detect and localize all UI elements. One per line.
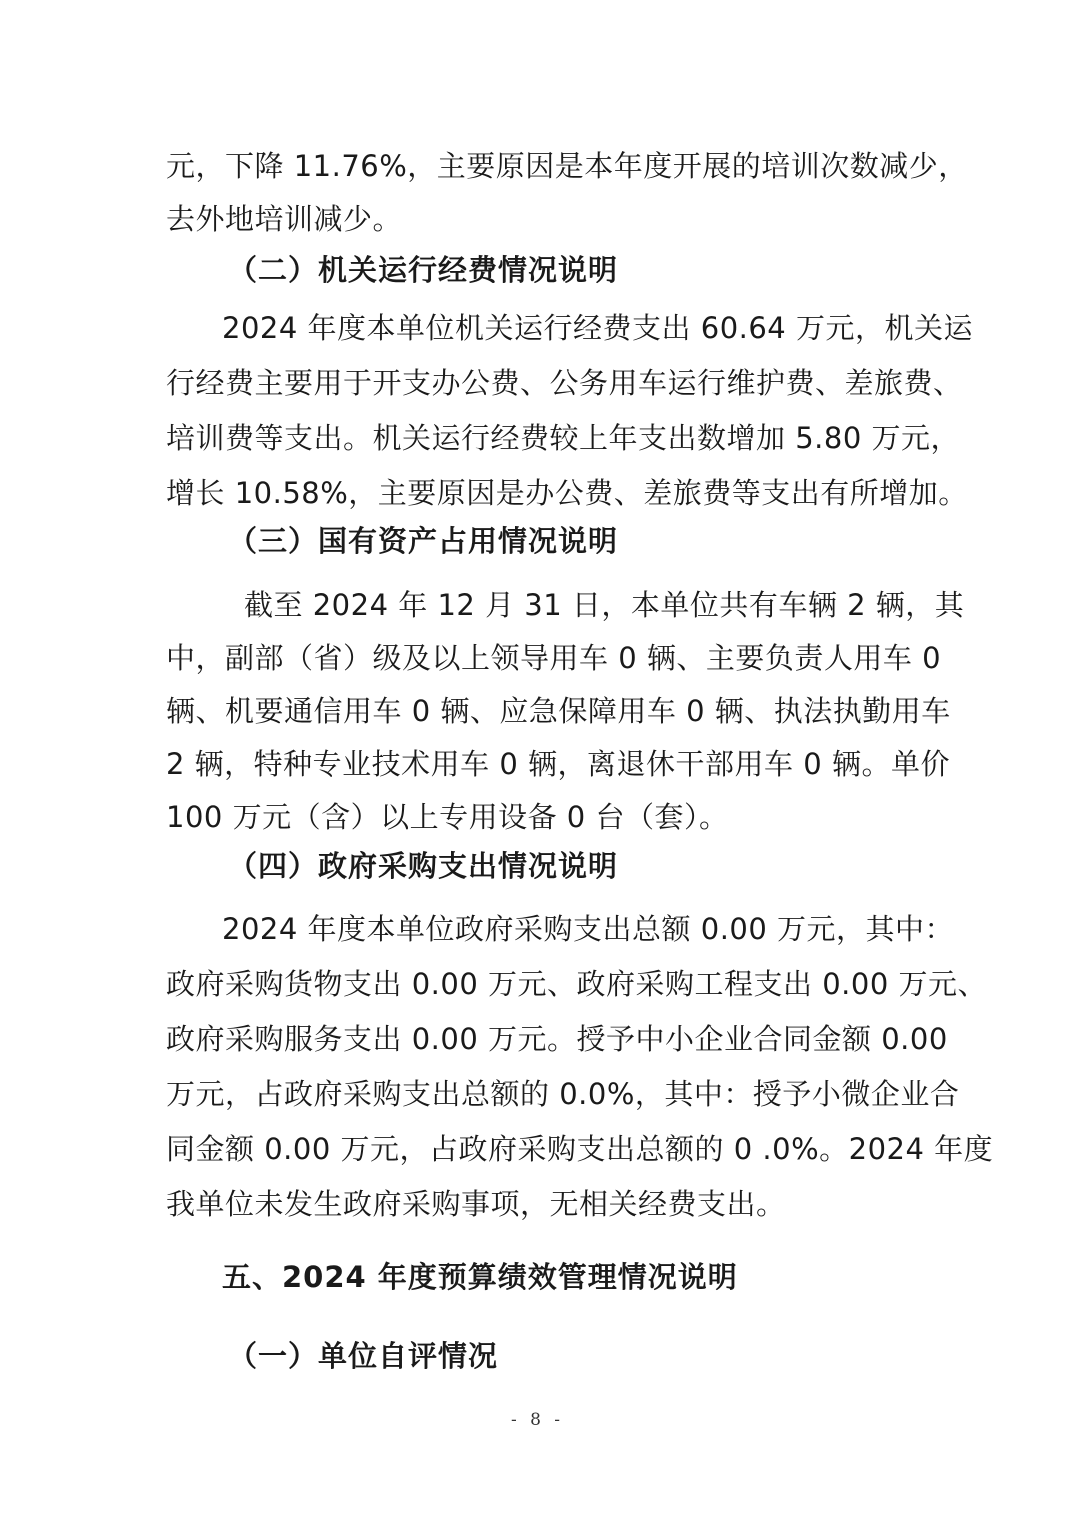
- body-text-line: 2024 年度本单位机关运行经费支出 60.64 万元，机关运: [222, 311, 973, 345]
- body-text-line: 元，下降 11.76%，主要原因是本年度开展的培训次数减少，: [166, 149, 968, 183]
- body-text-line: 中，副部（省）级及以上领导用车 0 辆、主要负责人用车 0: [166, 641, 942, 675]
- body-text-line: 行经费主要用于开支办公费、公务用车运行维护费、差旅费、: [166, 366, 963, 400]
- body-text-line: 2024 年度本单位政府采购支出总额 0.00 万元，其中：: [222, 912, 955, 946]
- body-text-line: 2 辆，特种专业技术用车 0 辆，离退休干部用车 0 辆。单价: [166, 747, 950, 781]
- body-text-line: 辆、机要通信用车 0 辆、应急保障用车 0 辆、执法执勤用车: [166, 694, 951, 728]
- section-heading-3: （三）国有资产占用情况说明: [228, 524, 619, 558]
- section-heading-2: （二）机关运行经费情况说明: [228, 253, 619, 287]
- section-heading-6: （一）单位自评情况: [228, 1339, 499, 1373]
- body-text-line: 培训费等支出。机关运行经费较上年支出数增加 5.80 万元，: [166, 421, 961, 455]
- body-text-line: 万元，占政府采购支出总额的 0.0%，其中：授予小微企业合: [166, 1077, 960, 1111]
- body-text-line: 政府采购服务支出 0.00 万元。授予中小企业合同金额 0.00: [166, 1022, 948, 1056]
- section-heading-4: （四）政府采购支出情况说明: [228, 849, 619, 883]
- body-text-line: 我单位未发生政府采购事项，无相关经费支出。: [166, 1187, 786, 1221]
- body-text-line: 增长 10.58%，主要原因是办公费、差旅费等支出有所增加。: [166, 476, 968, 510]
- body-text-line: 政府采购货物支出 0.00 万元、政府采购工程支出 0.00 万元、: [166, 967, 988, 1001]
- page-number: - 8 -: [510, 1410, 565, 1430]
- body-text-line: 截至 2024 年 12 月 31 日，本单位共有车辆 2 辆，其: [244, 588, 965, 622]
- body-text-line: 100 万元（含）以上专用设备 0 台（套）。: [166, 800, 729, 834]
- body-text-line: 去外地培训减少。: [166, 202, 403, 236]
- chapter-heading-5: 五、2024 年度预算绩效管理情况说明: [222, 1260, 738, 1294]
- body-text-line: 同金额 0.00 万元，占政府采购支出总额的 0 .0%。2024 年度: [166, 1132, 994, 1166]
